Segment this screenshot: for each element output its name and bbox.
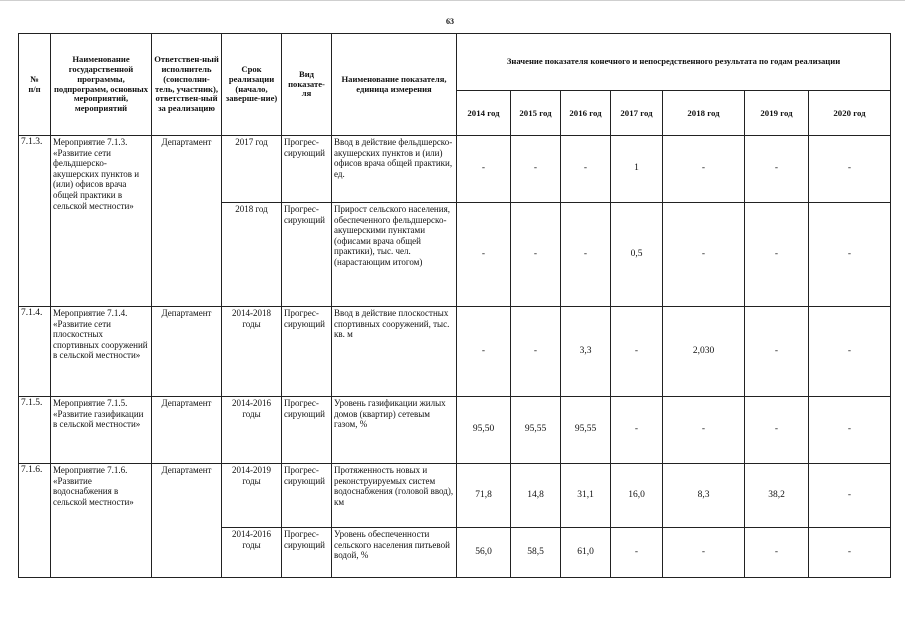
header-year: 2014 год (457, 91, 511, 136)
indicator-type: Прогрес-сирующий (282, 397, 332, 464)
value-2017: 0,5 (611, 203, 663, 307)
value-2020: - (809, 203, 891, 307)
header-values-group: Значение показателя конечного и непосредственного результата по годам реализации (457, 34, 891, 91)
table-row (19, 307, 891, 397)
header-year: 2020 год (809, 91, 891, 136)
value-2020: - (809, 136, 891, 203)
header-year: 2016 год (561, 91, 611, 136)
value-2018: - (663, 397, 745, 464)
value-2015: - (511, 307, 561, 397)
scan-edge (0, 0, 905, 1)
executor: Департамент (152, 136, 222, 307)
value-2016: - (561, 136, 611, 203)
indicator-type: Прогрес-сирующий (282, 203, 332, 307)
value-2016: 61,0 (561, 528, 611, 578)
value-2014: 95,50 (457, 397, 511, 464)
value-2014: - (457, 203, 511, 307)
header-name: Наименование государственной программы, подпрограмм, основных мероприятий, мероприятий (51, 34, 152, 136)
measure-name: Мероприятие 7.1.6. «Развитие водоснабжения в сельской местности» (51, 464, 152, 578)
value-2014: 56,0 (457, 528, 511, 578)
row-number: 7.1.4. (19, 307, 51, 397)
value-2018: 2,030 (663, 307, 745, 397)
row-number: 7.1.6. (19, 464, 51, 578)
value-2019: - (745, 528, 809, 578)
value-2016: - (561, 203, 611, 307)
value-2019: - (745, 203, 809, 307)
indicator-type: Прогрес-сирующий (282, 136, 332, 203)
header-year: 2018 год (663, 91, 745, 136)
value-2018: 8,3 (663, 464, 745, 528)
value-2014: 71,8 (457, 464, 511, 528)
value-2019: 38,2 (745, 464, 809, 528)
page-number: 63 (446, 17, 454, 26)
row-number: 7.1.3. (19, 136, 51, 307)
term: 2014-2016 годы (222, 397, 282, 464)
indicator-name: Прирост сельского населения, обеспеченного фельдшерско-акушерскими пунктами (офисами врача общей практики), тыс. чел. (нарастающим итогом) (332, 203, 457, 307)
value-2020: - (809, 307, 891, 397)
value-2017: 1 (611, 136, 663, 203)
executor: Департамент (152, 307, 222, 397)
indicator-name: Ввод в действие фельдшерско-акушерских пунктов и (или) офисов врача общей практики, ед. (332, 136, 457, 203)
measure-name: Мероприятие 7.1.3. «Развитие сети фельдшерско-акушерских пунктов и (или) офисов врача общей практики в сельской местности» (51, 136, 152, 307)
indicator-name: Уровень газификации жилых домов (квартир) сетевым газом, % (332, 397, 457, 464)
header-year: 2019 год (745, 91, 809, 136)
indicator-name: Ввод в действие плоскостных спортивных сооружений, тыс. кв. м (332, 307, 457, 397)
header-type: Вид показате-ля (282, 34, 332, 136)
indicators-table (18, 33, 891, 578)
value-2017: - (611, 397, 663, 464)
value-2018: - (663, 136, 745, 203)
value-2018: - (663, 528, 745, 578)
header-row-top (19, 34, 891, 91)
table-row (19, 464, 891, 528)
header-year: 2015 год (511, 91, 561, 136)
value-2015: 14,8 (511, 464, 561, 528)
term: 2018 год (222, 203, 282, 307)
value-2014: - (457, 136, 511, 203)
value-2016: 31,1 (561, 464, 611, 528)
measure-name: Мероприятие 7.1.4. «Развитие сети плоскостных спортивных сооружений в сельской местности» (51, 307, 152, 397)
value-2020: - (809, 528, 891, 578)
table-row (19, 397, 891, 464)
term: 2014-2016 годы (222, 528, 282, 578)
indicator-name: Уровень обеспеченности сельского населения питьевой водой, % (332, 528, 457, 578)
value-2019: - (745, 136, 809, 203)
measure-name: Мероприятие 7.1.5. «Развитие газификации в сельской местности» (51, 397, 152, 464)
executor: Департамент (152, 464, 222, 578)
row-number: 7.1.5. (19, 397, 51, 464)
value-2020: - (809, 464, 891, 528)
value-2016: 3,3 (561, 307, 611, 397)
value-2015: 95,55 (511, 397, 561, 464)
value-2015: - (511, 203, 561, 307)
value-2018: - (663, 203, 745, 307)
value-2017: - (611, 528, 663, 578)
term: 2014-2019 годы (222, 464, 282, 528)
header-num: № п/п (19, 34, 51, 136)
header-indicator: Наименование показателя, единица измерения (332, 34, 457, 136)
value-2017: 16,0 (611, 464, 663, 528)
value-2015: 58,5 (511, 528, 561, 578)
header-term: Срок реализации (начало, заверше-ние) (222, 34, 282, 136)
value-2019: - (745, 307, 809, 397)
header-year: 2017 год (611, 91, 663, 136)
value-2019: - (745, 397, 809, 464)
value-2014: - (457, 307, 511, 397)
indicator-name: Протяженность новых и реконструируемых систем водоснабжения (головой ввод), км (332, 464, 457, 528)
executor: Департамент (152, 397, 222, 464)
value-2020: - (809, 397, 891, 464)
indicator-type: Прогрес-сирующий (282, 464, 332, 528)
value-2015: - (511, 136, 561, 203)
value-2017: - (611, 307, 663, 397)
table-row (19, 136, 891, 203)
term: 2017 год (222, 136, 282, 203)
indicator-type: Прогрес-сирующий (282, 307, 332, 397)
indicator-type: Прогрес-сирующий (282, 528, 332, 578)
value-2016: 95,55 (561, 397, 611, 464)
term: 2014-2018 годы (222, 307, 282, 397)
header-executor: Ответствен-ный исполнитель (соисполни-тель, участник), ответствен-ный за реализацию (152, 34, 222, 136)
